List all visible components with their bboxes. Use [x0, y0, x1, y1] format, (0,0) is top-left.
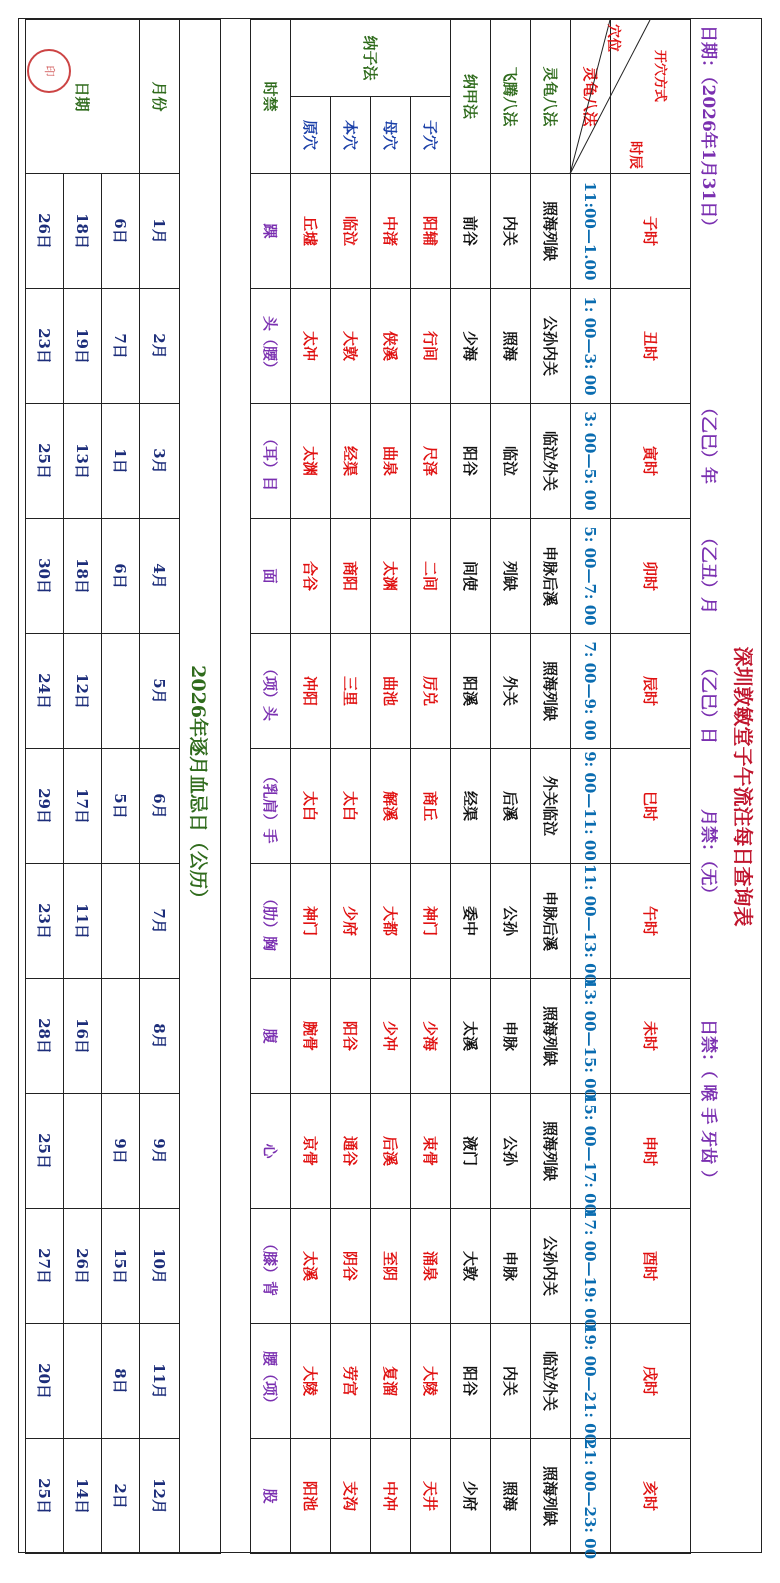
shijin-cell: （耳）目 [251, 404, 291, 519]
shijin-cell: （膝）背 [251, 1209, 291, 1324]
month-cell: 9月 [140, 1094, 180, 1209]
month-cell: 7月 [140, 864, 180, 979]
shichen-cell: 亥时 [611, 1439, 691, 1554]
yuanxue-cell: 冲阳 [291, 634, 331, 749]
date-cell [102, 979, 140, 1094]
months-label: 月份 [140, 20, 180, 174]
shichen-cell: 辰时 [611, 634, 691, 749]
shijin-cell: 心 [251, 1094, 291, 1209]
month-cell: 4月 [140, 519, 180, 634]
shijin-cell: 腰（项） [251, 1324, 291, 1439]
shijin-cell: 面 [251, 519, 291, 634]
date-cell: 23日 [26, 289, 64, 404]
zixue-cell: 尺泽 [411, 404, 451, 519]
date-cell: 27日 [26, 1209, 64, 1324]
muxue-cell: 大都 [371, 864, 411, 979]
muxue-cell: 复溜 [371, 1324, 411, 1439]
linggui-cell: 照海列缺 [531, 174, 571, 289]
date-cell: 6日 [102, 519, 140, 634]
zixue-cell: 天井 [411, 1439, 451, 1554]
linggui-cell: 临泣外关 [531, 404, 571, 519]
date-cell: 20日 [26, 1324, 64, 1439]
benxue-cell: 通谷 [331, 1094, 371, 1209]
month-cell: 6月 [140, 749, 180, 864]
time-cell: 5: 00—7: 00 [571, 519, 611, 634]
date-cell: 18日 [64, 519, 102, 634]
feiteng-cell: 公孙 [491, 1094, 531, 1209]
shijin-cell: （肋）胸 [251, 864, 291, 979]
feiteng-cell: 申脉 [491, 1209, 531, 1324]
yuanxue-cell: 太冲 [291, 289, 331, 404]
linggui-cell: 照海列缺 [531, 634, 571, 749]
feiteng-cell: 后溪 [491, 749, 531, 864]
najia-cell: 阳谷 [451, 404, 491, 519]
date-cell: 16日 [64, 979, 102, 1094]
shijin-cell: 踝 [251, 174, 291, 289]
feiteng-cell: 照海 [491, 1439, 531, 1554]
date-cell: 9日 [102, 1094, 140, 1209]
najia-cell: 液门 [451, 1094, 491, 1209]
table-frame [18, 18, 762, 1560]
info-line [691, 19, 725, 1554]
linggui-cell: 申脉后溪 [531, 519, 571, 634]
zixue-cell: 束骨 [411, 1094, 451, 1209]
zixue-cell: 厉兑 [411, 634, 451, 749]
muxue-cell: 后溪 [371, 1094, 411, 1209]
zixue-cell: 阳辅 [411, 174, 451, 289]
nazi-label: 纳子法 [291, 20, 451, 97]
feiteng-label: 飞腾八法 [491, 20, 531, 174]
najia-cell: 间使 [451, 519, 491, 634]
blood-taboo-title: 2026年逐月血忌日（公历） [180, 20, 221, 1554]
feiteng-cell: 申脉 [491, 979, 531, 1094]
linggui-cell: 申脉后溪 [531, 864, 571, 979]
linggui-row-label: 灵龟八法 [531, 20, 571, 174]
muxue-cell: 至阴 [371, 1209, 411, 1324]
zixue-cell: 商丘 [411, 749, 451, 864]
najia-label: 纳甲法 [451, 20, 491, 174]
shichen-cell: 酉时 [611, 1209, 691, 1324]
shijin-cell: 头（腰） [251, 289, 291, 404]
shichen-cell: 丑时 [611, 289, 691, 404]
date-cell: 25日 [26, 1439, 64, 1554]
date-cell: 30日 [26, 519, 64, 634]
time-cell: 13: 00—15: 00 [571, 979, 611, 1094]
feiteng-cell: 内关 [491, 1324, 531, 1439]
date-cell: 8日 [102, 1324, 140, 1439]
shichen-cell: 未时 [611, 979, 691, 1094]
najia-cell: 阳溪 [451, 634, 491, 749]
date-cell: 19日 [64, 289, 102, 404]
benxue-cell: 临泣 [331, 174, 371, 289]
date-cell [102, 634, 140, 749]
time-cell: 9: 00—11: 00 [571, 749, 611, 864]
date-cell: 6日 [102, 174, 140, 289]
month-cell: 3月 [140, 404, 180, 519]
benxue-cell: 阴谷 [331, 1209, 371, 1324]
muxue-cell: 中冲 [371, 1439, 411, 1554]
linggui-cell: 临泣外关 [531, 1324, 571, 1439]
zixue-label: 子穴 [411, 97, 451, 174]
date-cell: 5日 [102, 749, 140, 864]
zixue-cell: 神门 [411, 864, 451, 979]
blood-taboo-table [25, 19, 221, 1554]
month-cell: 12月 [140, 1439, 180, 1554]
feiteng-cell: 内关 [491, 174, 531, 289]
linggui-cell: 公孙内关 [531, 289, 571, 404]
benxue-cell: 阳谷 [331, 979, 371, 1094]
month-cell: 8月 [140, 979, 180, 1094]
month-label: （乙丑）月 [698, 529, 718, 614]
najia-cell: 阳谷 [451, 1324, 491, 1439]
time-cell: 17: 00—19: 00 [571, 1209, 611, 1324]
acupoint-table [250, 19, 691, 1560]
benxue-cell: 劳宫 [331, 1324, 371, 1439]
linggui-cell: 公孙内关 [531, 1209, 571, 1324]
feiteng-cell: 公孙 [491, 864, 531, 979]
yuanxue-cell: 太溪 [291, 1209, 331, 1324]
date-cell: 1日 [102, 404, 140, 519]
xuewei-corner-label: 穴位 [605, 24, 622, 52]
yuanxue-cell: 京骨 [291, 1094, 331, 1209]
date-cell: 24日 [26, 634, 64, 749]
method-corner-label: 开穴方式 [652, 50, 668, 103]
najia-cell: 少海 [451, 289, 491, 404]
benxue-cell: 三里 [331, 634, 371, 749]
time-cell: 11:00—1.00 [571, 174, 611, 289]
time-cell: 11: 00—13: 00 [571, 864, 611, 979]
time-cell: 15: 00—17: 00 [571, 1094, 611, 1209]
date-cell: 17日 [64, 749, 102, 864]
shijin-cell: （项）头 [251, 634, 291, 749]
shichen-corner-label: 时辰 [627, 141, 644, 169]
najia-cell: 少府 [451, 1439, 491, 1554]
najia-cell: 太溪 [451, 979, 491, 1094]
shichen-cell: 申时 [611, 1094, 691, 1209]
date-cell: 18日 [64, 174, 102, 289]
yuanxue-cell: 神门 [291, 864, 331, 979]
yuanxue-cell: 丘墟 [291, 174, 331, 289]
time-cell: 3: 00—5: 00 [571, 404, 611, 519]
date-cell: 26日 [64, 1209, 102, 1324]
date-cell: 11日 [64, 864, 102, 979]
time-cell: 7: 00—9: 00 [571, 634, 611, 749]
zixue-cell: 少海 [411, 979, 451, 1094]
benxue-cell: 大敦 [331, 289, 371, 404]
time-cell: 1: 00—3: 00 [571, 289, 611, 404]
muxue-cell: 曲泉 [371, 404, 411, 519]
linggui-cell: 照海列缺 [531, 1439, 571, 1554]
yuanxue-cell: 合谷 [291, 519, 331, 634]
najia-cell: 大敦 [451, 1209, 491, 1324]
zixue-cell: 行间 [411, 289, 451, 404]
muxue-cell: 曲池 [371, 634, 411, 749]
date-cell: 13日 [64, 404, 102, 519]
shichen-cell: 寅时 [611, 404, 691, 519]
date-cell [64, 1094, 102, 1209]
shijin-cell: （乳肩）手 [251, 749, 291, 864]
muxue-label: 母穴 [371, 97, 411, 174]
date-cell [102, 864, 140, 979]
zixue-cell: 涌泉 [411, 1209, 451, 1324]
month-taboo-label: 月禁：（无） [698, 809, 718, 903]
shichen-cell: 戌时 [611, 1324, 691, 1439]
najia-cell: 经渠 [451, 749, 491, 864]
feiteng-cell: 照海 [491, 289, 531, 404]
benxue-label: 本穴 [331, 97, 371, 174]
muxue-cell: 太渊 [371, 519, 411, 634]
date-cell: 7日 [102, 289, 140, 404]
date-cell: 23日 [26, 864, 64, 979]
benxue-cell: 经渠 [331, 404, 371, 519]
yuanxue-cell: 腕骨 [291, 979, 331, 1094]
zixue-cell: 二间 [411, 519, 451, 634]
zixue-cell: 大陵 [411, 1324, 451, 1439]
date-cell: 2日 [102, 1439, 140, 1554]
time-cell: 19: 00—21: 00 [571, 1324, 611, 1439]
yuanxue-label: 原穴 [291, 97, 331, 174]
muxue-cell: 侠溪 [371, 289, 411, 404]
date-cell [64, 1324, 102, 1439]
shijin-label: 时禁 [251, 20, 291, 174]
muxue-cell: 解溪 [371, 749, 411, 864]
date-label: 日期：（2026年1月31日） [698, 25, 718, 236]
date-cell: 26日 [26, 174, 64, 289]
yuanxue-cell: 太渊 [291, 404, 331, 519]
red-seal-stamp: 印 [27, 49, 71, 93]
day-label: （乙巳）日 [698, 659, 718, 744]
date-cell: 15日 [102, 1209, 140, 1324]
najia-cell: 委中 [451, 864, 491, 979]
date-cell: 25日 [26, 1094, 64, 1209]
feiteng-cell: 列缺 [491, 519, 531, 634]
shijin-cell: 腹 [251, 979, 291, 1094]
date-cell: 14日 [64, 1439, 102, 1554]
date-cell: 29日 [26, 749, 64, 864]
muxue-cell: 中渚 [371, 174, 411, 289]
linggui-cell: 照海列缺 [531, 979, 571, 1094]
shichen-cell: 巳时 [611, 749, 691, 864]
month-cell: 5月 [140, 634, 180, 749]
date-cell: 25日 [26, 404, 64, 519]
month-cell: 11月 [140, 1324, 180, 1439]
muxue-cell: 少冲 [371, 979, 411, 1094]
yuanxue-cell: 阳池 [291, 1439, 331, 1554]
linggui-cell: 外关临泣 [531, 749, 571, 864]
year-label: （乙巳）年 [698, 399, 718, 484]
yuanxue-cell: 大陵 [291, 1324, 331, 1439]
benxue-cell: 支沟 [331, 1439, 371, 1554]
najia-cell: 前谷 [451, 174, 491, 289]
shichen-cell: 子时 [611, 174, 691, 289]
header-corner [605, 20, 691, 174]
month-cell: 2月 [140, 289, 180, 404]
shichen-cell: 卯时 [611, 519, 691, 634]
dates-label: 日期 [26, 20, 140, 174]
feiteng-cell: 临泣 [491, 404, 531, 519]
benxue-cell: 商阳 [331, 519, 371, 634]
time-cell: 21: 00—23: 00 [571, 1439, 611, 1554]
benxue-cell: 少府 [331, 864, 371, 979]
date-cell: 28日 [26, 979, 64, 1094]
page-title: 深圳敦敏堂子午流注每日查询表 [731, 646, 755, 927]
date-cell: 12日 [64, 634, 102, 749]
yuanxue-cell: 太白 [291, 749, 331, 864]
linggui-cell: 照海列缺 [531, 1094, 571, 1209]
month-cell: 1月 [140, 174, 180, 289]
feiteng-cell: 外关 [491, 634, 531, 749]
shichen-cell: 午时 [611, 864, 691, 979]
day-taboo-label: 日禁：（ 喉 手 牙齿 ） [698, 1019, 718, 1188]
benxue-cell: 太白 [331, 749, 371, 864]
linggui-label: 灵龟八法 [571, 20, 611, 174]
shijin-cell: 股 [251, 1439, 291, 1554]
month-cell: 10月 [140, 1209, 180, 1324]
